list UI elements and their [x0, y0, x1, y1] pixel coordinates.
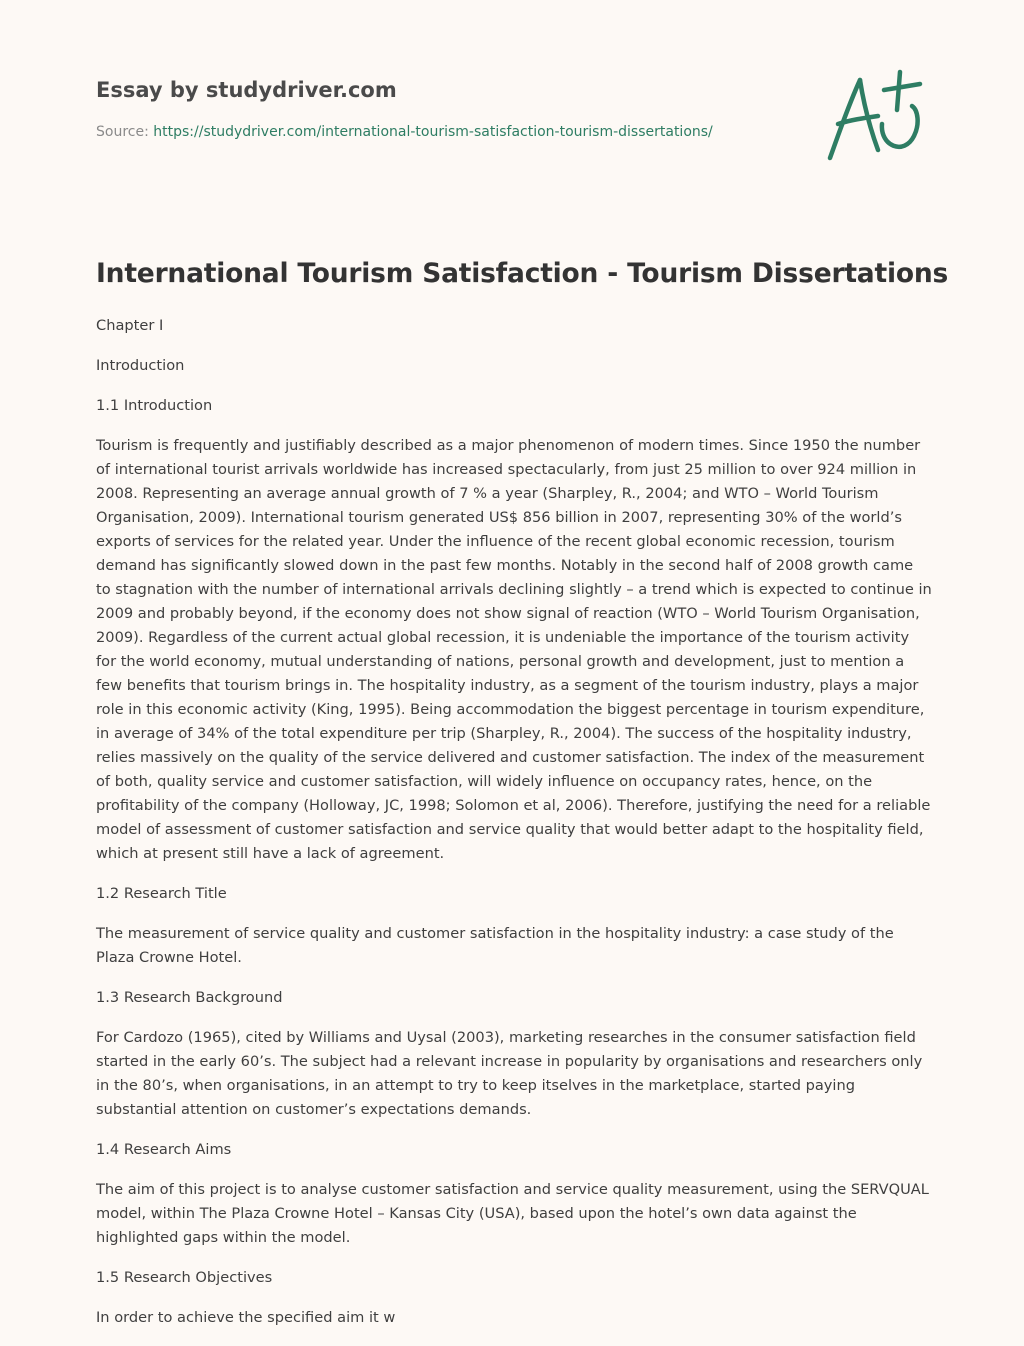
document-title: International Tourism Satisfaction - Tourism Dissertations: [96, 258, 949, 289]
source-line: [96, 122, 796, 142]
paragraph-section-1-1-body: Tourism is frequently and justifiably described as a major phenomenon of modern times. Since 1950 the number of international tourist arrivals worldwide has increased spectacularly, from just 25 million to over 924 million in 2008. Representing an average annual growth of 7 % a year (Sharpley, R., 2004; and WTO – World Tourism Organisation, 2009). International tourism generated US$ 856 billion in 2007, representing 30% of the world’s exports of services for the related year. Under the influence of the recent global economic recession, tourism demand has significantly slowed down in the past few months. Notably in the second half of 2008 growth came to stagnation with the number of international arrivals declining slightly – a trend which is expected to continue in 2009 and probably beyond, if the economy does not show signal of reaction (WTO – World Tourism Organisation, 2009). Regardless of the current actual global recession, it is undeniable the importance of the tourism activity for the world economy, mutual understanding of nations, personal growth and development, just to mention a few benefits that tourism brings in. The hospitality industry, as a segment of the tourism industry, plays a major role in this economic activity (King, 1995). Being accommodation the biggest percentage in tourism expenditure, in average of 34% of the total expenditure per trip (Sharpley, R., 2004). The success of the hospitality industry, relies massively on the quality of the service delivered and customer satisfaction. The index of the measurement of both, quality service and customer satisfaction, will widely influence on occupancy rates, hence, on the profitability of the company (Holloway, JC, 1998; Solomon et al, 2006). Therefore, justifying the need for a reliable model of assessment of customer satisfaction and service quality that would better adapt to the hospitality field, which at present still have a lack of agreement.: [96, 437, 932, 862]
document-header: [96, 76, 796, 142]
logo-plus-horizontal: [884, 84, 920, 90]
source-link[interactable]: https://studydriver.com/international-tourism-satisfaction-tourism-dissertations/: [153, 124, 713, 140]
a-plus-logo-svg: [820, 66, 930, 166]
paragraph-chapter: Chapter I: [96, 317, 164, 334]
paragraph-section-1-2-body: The measurement of service quality and customer satisfaction in the hospitality industry: a case study of the Plaza Crowne Hotel.: [96, 925, 894, 966]
source-label: Source:: [96, 124, 154, 140]
paragraph-section-1-5-body: In order to achieve the specified aim it w: [96, 1309, 396, 1326]
paragraph-section-1-2-heading: 1.2 Research Title: [96, 885, 227, 902]
paragraph-section-1-5-heading: 1.5 Research Objectives: [96, 1269, 273, 1286]
logo-swoosh: [882, 106, 918, 147]
a-plus-logo-icon: [820, 66, 930, 166]
document-body: [96, 314, 932, 1346]
brand-title: Essay by studydriver.com: [96, 78, 397, 102]
logo-plus-vertical: [897, 72, 900, 110]
paragraph-section-1-3-heading: 1.3 Research Background: [96, 989, 283, 1006]
paragraph-section-1-1-heading: 1.1 Introduction: [96, 397, 213, 414]
paragraph-section-1-4-heading: 1.4 Research Aims: [96, 1141, 232, 1158]
paragraph-section-1-3-body: For Cardozo (1965), cited by Williams and Uysal (2003), marketing researches in the consumer satisfaction field started in the early 60’s. The subject had a relevant increase in popularity by organisations and researchers only in the 80’s, when organisations, in an attempt to try to keep itselves in the marketplace, started paying substantial attention on customer’s expectations demands.: [96, 1029, 923, 1118]
paragraph-introduction-heading: Introduction: [96, 357, 185, 374]
paragraph-section-1-4-body: The aim of this project is to analyse customer satisfaction and service quality measurement, using the SERVQUAL model, within The Plaza Crowne Hotel – Kansas City (USA), based upon the hotel’s own data against the highlighted gaps within the model.: [96, 1181, 929, 1246]
